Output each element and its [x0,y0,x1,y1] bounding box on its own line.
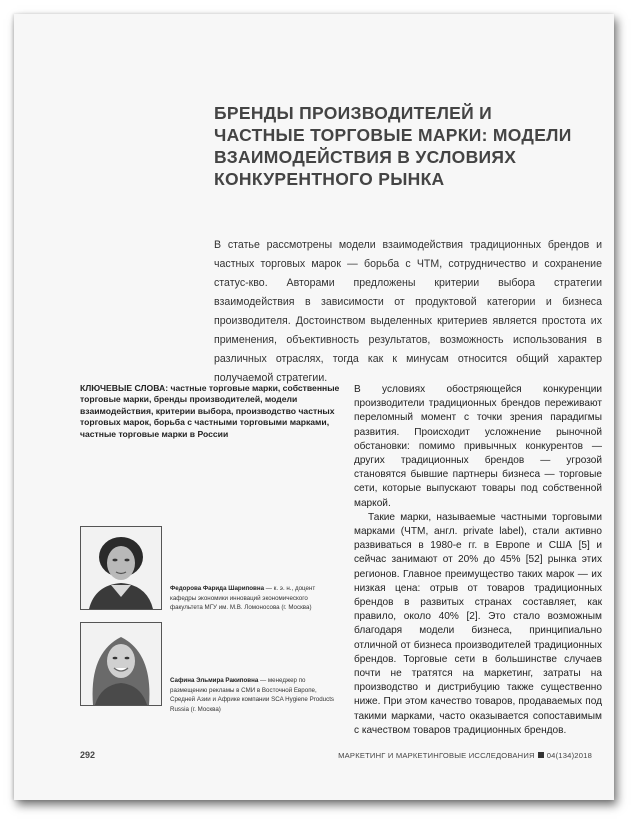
body-paragraph-1: В условиях обостряющейся конкуренции производители традиционных брендов переживают переломный момент с точки зрения парадигмы развития. Происходит усложнение рыночной обстановки: помимо привычных конкурентов — других традиционных брендов — угрозой становятся бывшие партнеры бизнеса — торговые сети, которые выпускают товары под собственной маркой. [354,384,602,509]
portrait-image [81,527,161,609]
author-details: — к. э. н., доцент кафедры экономики инноваций экономического факультета МГУ им. М.В. Ломоносова (г. Москва) [170,585,316,612]
author-photo-fedorova [80,526,162,610]
journal-title: МАРКЕТИНГ И МАРКЕТИНГОВЫЕ ИССЛЕДОВАНИЯ [338,751,535,760]
journal-info [338,751,592,760]
keywords-label: КЛЮЧЕВЫЕ СЛОВА: [80,383,169,393]
body-paragraph-2: Такие марки, называемые частными торговыми марками (ЧТМ, англ. private label), стали активно развиваться в 1980-е гг. в Европе и США [5] и сейчас занимают от 20% до 45% [52] рынка этих регионов. Главное преимущество таких марок — их низкая цена: отрыв от товаров традиционных брендов в развитых странах составляет, как правило, около 40% [2]. Это стало возможным благодаря модели бизнеса, принципиально отличной от бизнеса производителей традиционных брендов. Торговые сети в большинстве случаев почти не тратятся на маркетинг, затраты на производство и дистрибуцию также существенно ниже. При этом качество товаров, продаваемых под такими марками, часто оказывается сопоставимым с качеством товаров традиционных брендов. [354,511,602,736]
article-abstract: В статье рассмотрены модели взаимодействия традиционных брендов и частных торговых марок — борьба с ЧТМ, сотрудничество и сохранение статус-кво. Авторами предложены критерии выбора стратегии взаимодействия в зависимости от продуктовой категории и бизнеса производителя. Достоинством выделенных критериев является простота их применения, объективность результатов, возможность использования в различных отраслях, тогда как к минусам относится общий характер получаемой стратегии. [214,239,602,384]
author-info-fedorova [170,584,342,613]
keywords-text: частные торговые марки, собственные торговые марки, бренды производителей, модели взаимодействия, критерии выбора, производство частных торговых марок, борьба с частными торговыми марками, частные торговые марки в России [80,383,340,439]
page-number: 292 [80,750,96,760]
author-name: Сафина Эльмира Ракиповна [170,677,259,684]
square-bullet-icon [538,752,544,758]
author-info-safina [170,676,342,714]
article-title: БРЕНДЫ ПРОИЗВОДИТЕЛЕЙ И ЧАСТНЫЕ ТОРГОВЫЕ МАРКИ: МОДЕЛИ ВЗАИМОДЕЙСТВИЯ В УСЛОВИЯХ КОНКУРЕНТНОГО РЫНКА [214,103,572,189]
article-body [354,383,602,738]
author-photo-safina [80,622,162,706]
journal-issue: 04(134)2018 [546,751,592,760]
author-details: — менеджер по размещению рекламы в СМИ в Восточной Европе, Средней Азии и Африке компании SCA Hygiene Products Russia (г. Москва) [170,677,335,713]
portrait-image [81,623,161,705]
magazine-page [14,14,614,800]
author-name: Федорова Фарида Шариповна [170,585,265,592]
keywords-block [80,383,342,440]
